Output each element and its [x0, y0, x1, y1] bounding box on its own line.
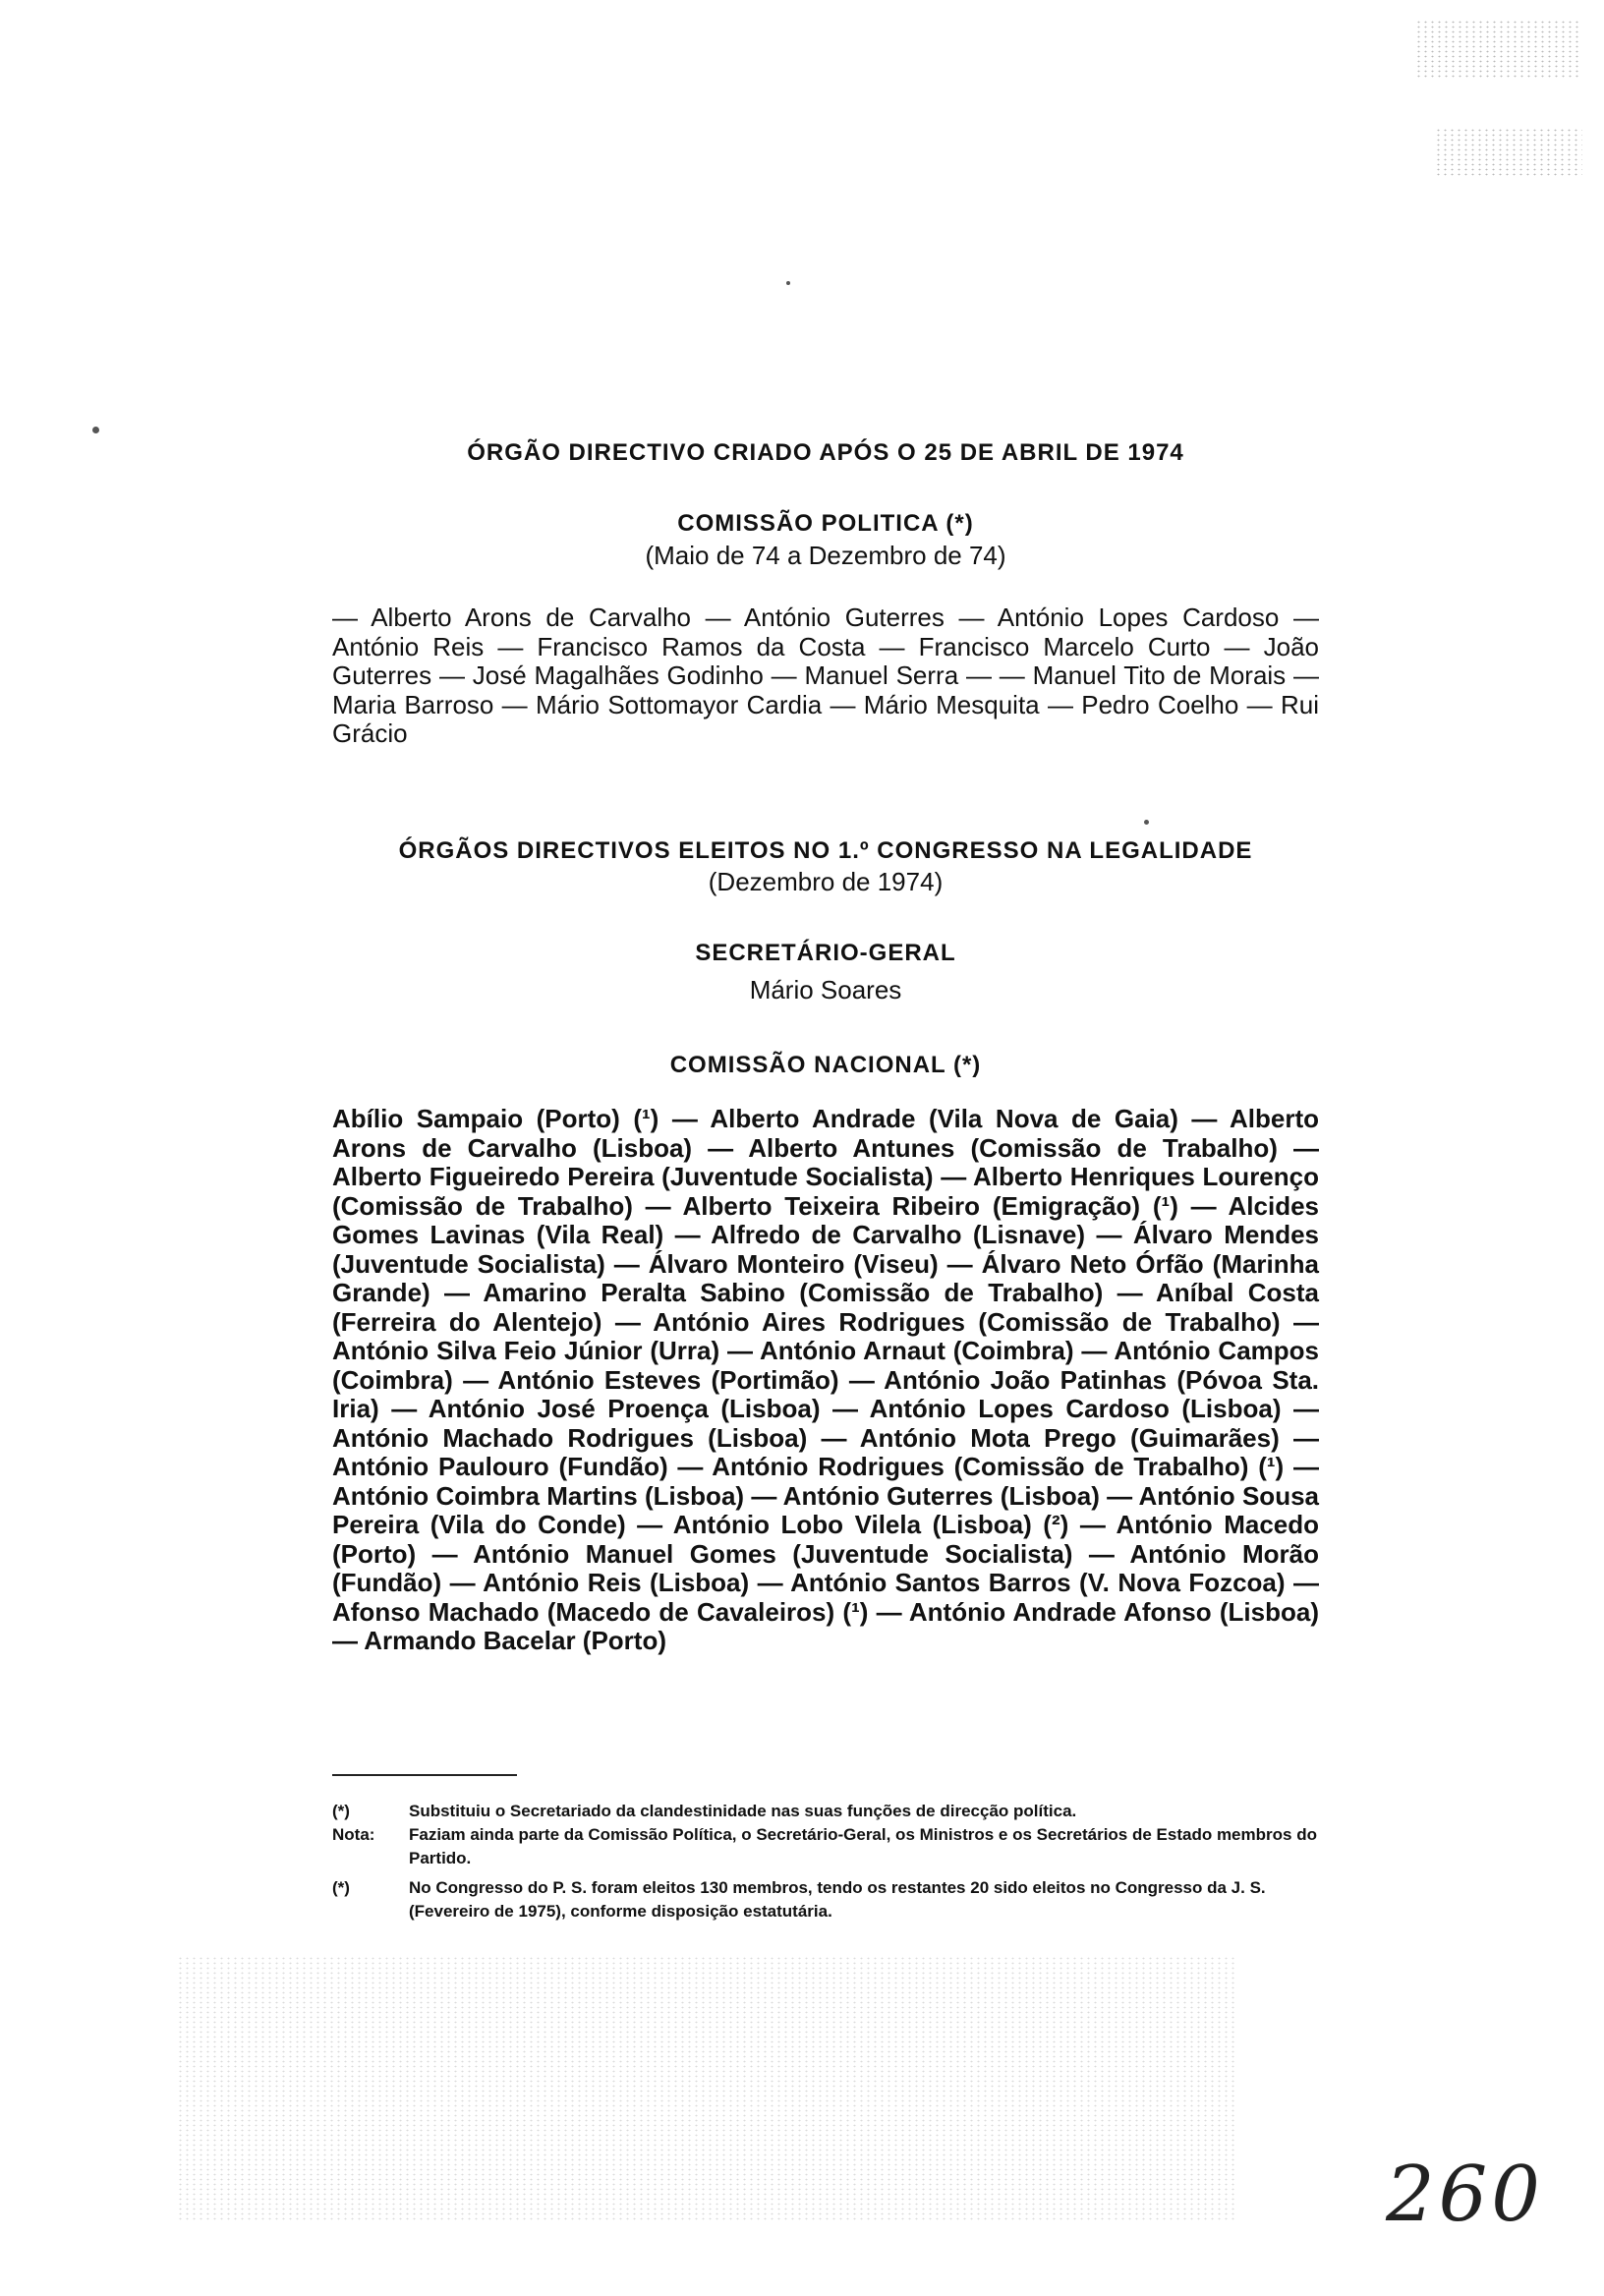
footnote [332, 1800, 1319, 1823]
scan-speck [92, 427, 99, 433]
footnote [332, 1876, 1319, 1923]
scan-noise-bottom [177, 1956, 1238, 2221]
section2-title: ÓRGÃOS DIRECTIVOS ELEITOS NO 1.º CONGRESSO NA LEGALIDADE [398, 837, 1253, 864]
footnote-mark: (*) [332, 1802, 350, 1820]
footnote [332, 1823, 1319, 1870]
national-commission-heading: COMISSÃO NACIONAL (*) [669, 1052, 982, 1078]
secretary-heading: SECRETÁRIO-GERAL [695, 940, 956, 966]
secretary-name: Mário Soares [749, 975, 902, 1004]
footnotes [332, 1800, 1319, 1923]
footnote-mark: (*) [332, 1878, 350, 1897]
section1-period: (Maio de 74 a Dezembro de 74) [645, 541, 1006, 570]
scan-noise-top-right-2 [1435, 128, 1582, 177]
scan-noise-top-right [1415, 20, 1582, 79]
section2-period: (Dezembro de 1974) [708, 867, 944, 896]
footnote-text: Faziam ainda parte da Comissão Política, o Secretário-Geral, os Ministros e os Secretários de Estado membros do Partido. [409, 1825, 1317, 1867]
footnote-text: No Congresso do P. S. foram eleitos 130 membros, tendo os restantes 20 sido eleitos no Congresso da J. S. (Fevereiro de 1975), conforme disposição estatutária. [409, 1878, 1266, 1921]
section1-title: ÓRGÃO DIRECTIVO CRIADO APÓS O 25 DE ABRIL DE 1974 [467, 439, 1184, 466]
scan-speck [786, 281, 790, 285]
footnote-divider [332, 1774, 517, 1776]
section1-committee: COMISSÃO POLITICA (*) [677, 510, 974, 537]
national-commission-members: Abílio Sampaio (Porto) (¹) — Alberto Andrade (Vila Nova de Gaia) — Alberto Arons de Carvalho (Lisboa) — Alberto Antunes (Comissão de Trabalho) — Alberto Figueiredo Pereira (Juventude Socialista) — Alberto Henriques Lourenço (Comissão de Trabalho) — Alberto Teixeira Ribeiro (Emigração) (¹) — Alcides Gomes Lavinas (Vila Real) — Alfredo de Carvalho (Lisnave) — Álvaro Mendes (Juventude Socialista) — Álvaro Monteiro (Viseu) — Álvaro Neto Órfão (Marinha Grande) — Amarino Peralta Sabino (Comissão de Trabalho) — Aníbal Costa (Ferreira do Alentejo) — António Aires Rodrigues (Comissão de Trabalho) — António Silva Feio Júnior (Urra) — António Arnaut (Coimbra) — António Campos (Coimbra) — António Esteves (Portimão) — António João Patinhas (Póvoa Sta. Iria) — António José Proença (Lisboa) — António Lopes Cardoso (Lisboa) — António Machado Rodrigues (Lisboa) — António Mota Prego (Guimarães) — António Paulouro (Fundão) — António Rodrigues (Comissão de Trabalho) (¹) — António Coimbra Martins (Lisboa) — António Guterres (Lisboa) — António Sousa Pereira (Vila do Conde) — António Lobo Vilela (Lisboa) (²) — António Macedo (Porto) — António Manuel Gomes (Juventude Socialista) — António Morão (Fundão) — António Reis (Lisboa) — António Santos Barros (V. Nova Fozcoa) — Afonso Machado (Macedo de Cavaleiros) (¹) — António Andrade Afonso (Lisboa) — Armando Bacelar (Porto) [332, 1104, 1319, 1655]
footnote-mark: Nota: [332, 1825, 375, 1844]
scan-speck [1144, 820, 1149, 825]
footnote-text: Substituiu o Secretariado da clandestinidade nas suas funções de direcção política. [409, 1802, 1077, 1820]
handwritten-page-number: 260 [1386, 2151, 1544, 2239]
section1-members: — Alberto Arons de Carvalho — António Guterres — António Lopes Cardoso — António Reis — Francisco Ramos da Costa — Francisco Marcelo Curto — João Guterres — José Magalhães Godinho — Manuel Serra — — Manuel Tito de Morais — Maria Barroso — Mário Sottomayor Cardia — Mário Mesquita — Pedro Coelho — Rui Grácio [332, 603, 1319, 748]
